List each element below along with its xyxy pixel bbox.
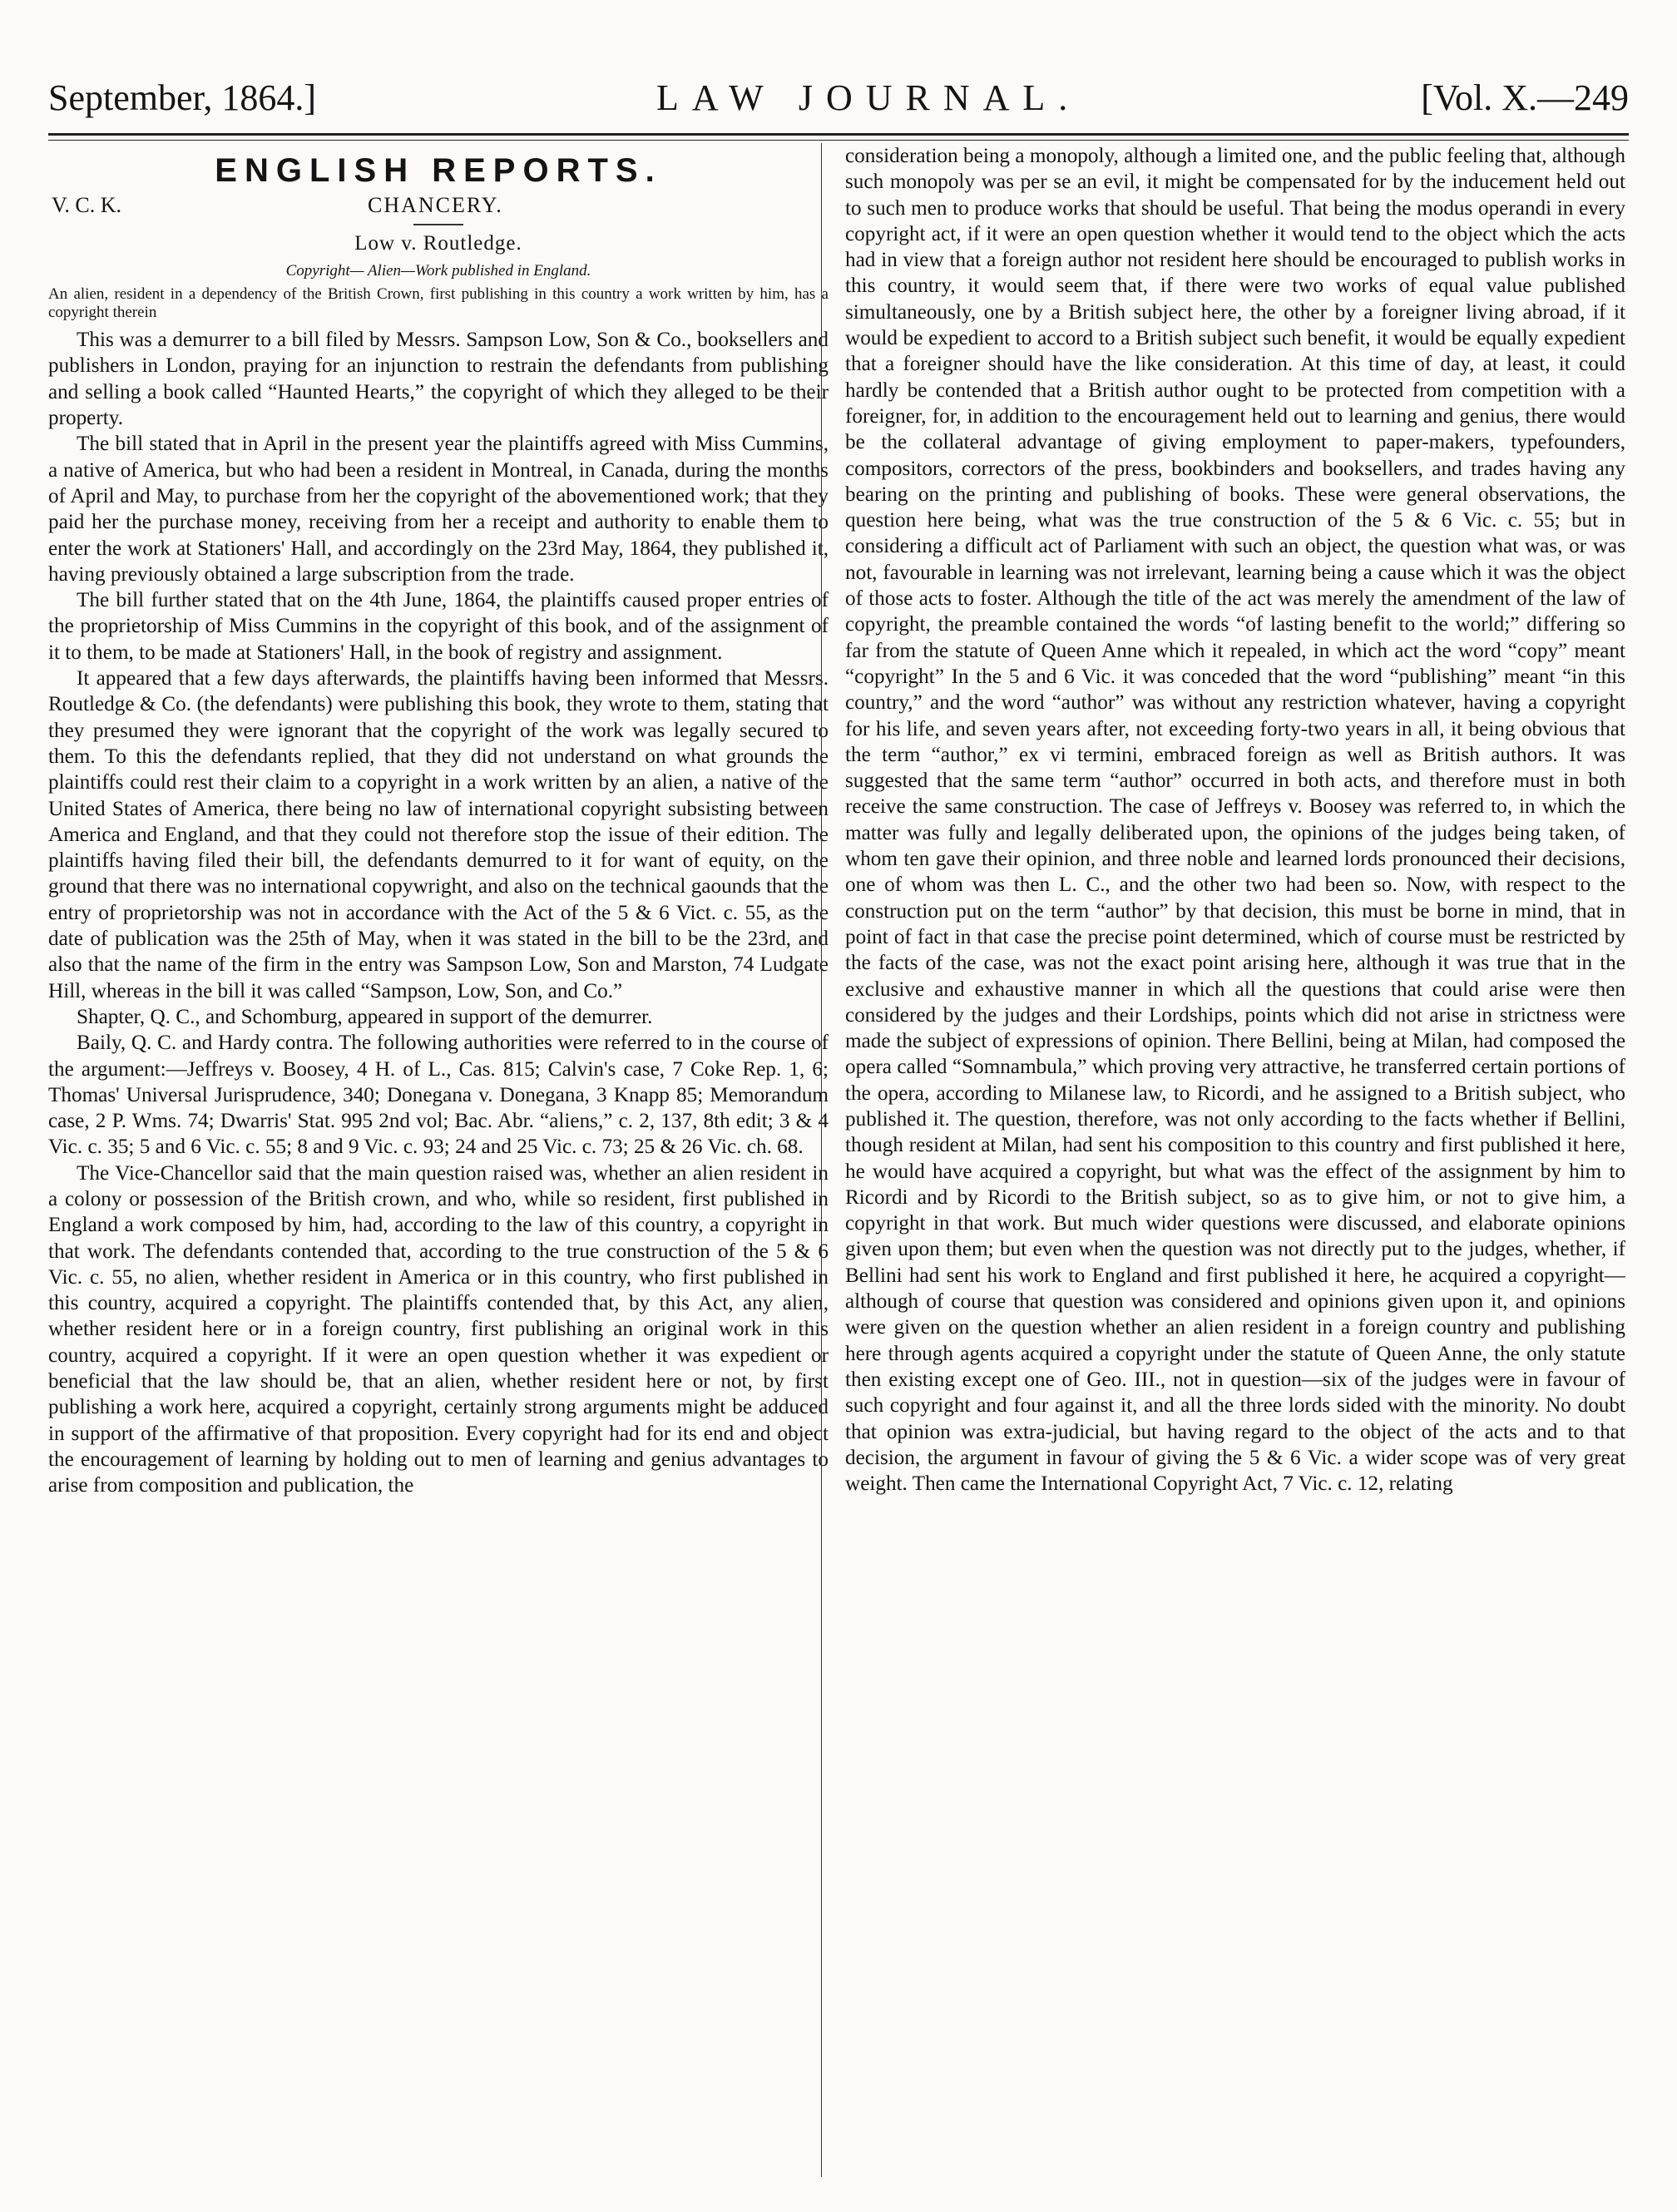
paragraph: This was a demurrer to a bill filed by Messrs. Sampson Low, Son & Co., booksellers and publishers in London, praying for an injunction to restrain the defendants from publishing and selling a book called “Haunted Hearts,” the copyright of which they alleged to be their property. [48, 329, 829, 430]
paragraph: Baily, Q. C. and Hardy contra. The following authorities were referred to in the course of the argument:—Jeffreys v. Boosey, 4 H. of L., Cas. 815; Calvin's case, 7 Coke Rep. 1, 6; Thomas' Universal Jurisprudence, 340; Donegana v. Donegana, 3 Knapp 85; Memorandum case, 2 P. Wms. 74; Dwarris' Stat. 995 2nd vol; Bac. Abr. “aliens,” c. 2, 137, 8th edit; 3 & 4 Vic. c. 35; 5 and 6 Vic. c. 55; 8 and 9 Vic. c. 93; 24 and 25 Vic. c. 73; 25 & 26 Vic. ch. 68. [48, 1032, 829, 1159]
section-title: ENGLISH REPORTS. [215, 152, 662, 189]
paragraph: consideration being a monopoly, although a limited one, and the public feeling that, although such monopoly was per se an evil, it might be compensated for by the inducement held out to such men to produce works that should be useful. That being the modus operandi in every copyright act, if it were an open question whether it would tend to the object which the acts had in view that a foreign author not resident here should be encouraged to publish works in this country, it would seem that, if there were two works of equal value published simultaneously, one by a British subject here, the other by a foreigner living abroad, if it would be expedient to accord to a British subject such benefit, it would be equally expedient that a foreigner should have the like consideration. At this time of day, at least, it could hardly be contended that a British author ought to be protected from competition with a foreigner, for, in addition to the encouragement held out to learning and genius, there would be the collateral advantage of giving employment to paper-makers, typefounders, compositors, correctors of the press, bookbinders and booksellers, and trades having any bearing on the printing and publishing of books. These were general observations, the question here being, what was the true construction of the 5 & 6 Vic. c. 55; but in considering a difficult act of Parliament with such an object, the question what was, or was not, favourable in learning was not irrelevant, learning being a cause which it was the object of those acts to foster. Although the title of the act was merely the amendment of the law of copyright, the preamble contained the words “of lasting benefit to the world;” differing so far from the statute of Queen Anne which it repealed, in which act the word “copy” meant “copyright” In the 5 and 6 Vic. it was conceded that the word “publishing” meant “in this country,” and the word “author” was without any restriction whatever, having a copyright for his life, and seven years after, not exceeding forty-two years in all, it being obvious that the term “author,” ex vi termini, embraced foreign as well as British authors. It was suggested that the same term “author” occurred in both acts, and therefore must in both receive the same construction. The case of Jeffreys v. Boosey was referred to, in which the matter was fully and legally deliberated upon, the opinions of the judges being taken, of whom ten gave their opinion, and three noble and learned lords pronounced their decisions, one of whom was then L. C., and the other two had been so. Now, with respect to the construction put on the term “author” by that decision, this must be borne in mind, that in point of fact in that case the precise point determined, which of course must be restricted by the facts of the case, was not the exact point arising here, although it was true that in the exclusive and exhaustive manner in which all the questions that could arise were then considered by the judges and their Lordships, points which did not arise in strictness were made the subject of expressions of opinion. There Bellini, being at Milan, had composed the opera called “Somnambula,” which proving very attractive, he transferred certain portions of the opera, according to Milanese law, to Ricordi, and he assigned to a British subject, who published it. The question, therefore, was not only according to the facts whether if Bellini, though resident at Milan, had sent his composition to this country and first published it here, he would have acquired a copyright, but what was the effect of the assignment by him to Ricordi and by Ricordi to the British subject, so as to give him, or not to give him, a copyright in that work. But much wider questions were discussed, and elaborate opinions given upon them; but even when the question was not directly put to the judges, whether, if Bellini had sent his work to England and first published it here, he acquired a copyright—although of course that question was considered and opinions given upon it, and opinions were given on the question whether an alien resident in a foreign country and publishing here through agents acquired a copyright under the statute of Queen Anne, the only statute then existing except one of Geo. III., not in question—six of the judges were in favour of such copyright and four against it, and all the three lords sided with the minority. No doubt that opinion was extra-judicial, but having regard to the object of the acts and to that decision, the argument in favour of giving the 5 & 6 Vic. a wider scope was of very great weight. Then came the International Copyright Act, 7 Vic. c. 12, relating [845, 145, 1625, 1496]
right-column [845, 143, 1625, 2177]
header-masthead: LAW JOURNAL. [655, 77, 1081, 118]
court-line [48, 192, 829, 218]
case-title: Low v. Routledge. [354, 231, 522, 255]
header-volume-page: [Vol. X.—249 [1421, 77, 1629, 118]
paragraph: The bill further stated that on the 4th June, 1864, the plaintiffs caused proper entries of the proprietorship of Miss Cummins in the copyright of this book, and of the assignment of it to them, to be made at Stationers' Hall, in the book of registry and assignment. [48, 589, 829, 664]
court-division: CHANCERY. [368, 193, 503, 218]
catchwords: Copyright— Alien—Work published in England. [285, 261, 591, 280]
paragraph: It appeared that a few days afterwards, the plaintiffs having been informed that Messrs. Routledge & Co. (the defendants) were publishing this book, they wrote to them, stating that they presumed they were ignorant that the copyright of the work was legally secured to them. To this the defendants replied, that they did not understand on what grounds the plaintiffs could rest their claim to a copyright in a work written by an alien, a native of the United States of America, there being no law of international copyright subsisting between America and England, and that they could not therefore stop the issue of their edition. The plaintiffs having filed their bill, the defendants demurred to it for want of equity, on the ground that there was no international copywright, and also on the technical gaounds that the entry of proprietorship was not in accordance with the Act of the 5 & 6 Vict. c. 55, as the date of publication was the 25th of May, when it was stated in the bill to be the 23rd, and also that the name of the firm in the entry was Sampson Low, Son and Marston, 74 Ludgate Hill, whereas in the bill it was called “Sampson, Low, Son, and Co.” [48, 667, 829, 1002]
paragraph: Shapter, Q. C., and Schomburg, appeared in support of the demurrer. [77, 1005, 653, 1028]
header-rule-thick [48, 133, 1629, 136]
header-rule-thin [48, 140, 1629, 141]
paragraph: The Vice-Chancellor said that the main question raised was, whether an alien resident in a colony or possession of the British crown, and who, while so resident, first published in England a work composed by him, had, according to the law of this country, a copyright in that work. The defendants contended that, according to the true construction of the 5 & 6 Vic. c. 55, no alien, whether resident in America or in this country, who first published in this country, acquired a copyright. The plaintiffs contended that, by this Act, any alien, whether resident here or in a foreign country, first publishing an original work in this country, acquired a copyright. If it were an open question whether it was expedient or beneficial that the law should be, that an alien, whether resident here or not, by first publishing a work here, acquired a copyright, certainly strong arguments might be adduced in support of the affirmative of that proposition. Every copyright had for its end and object the encouragement of learning by holding out to men of learning and genius advantages to arise from composition and publication, the [48, 1161, 829, 1497]
left-column [48, 143, 829, 2177]
title-rule [413, 224, 463, 225]
column-divider [821, 143, 822, 2177]
header-date: September, 1864.] [48, 77, 317, 118]
paragraph: The bill stated that in April in the present year the plaintiffs agreed with Miss Cummins, a native of America, but who had been a resident in Montreal, in Canada, during the months of April and May, to purchase from her the copyright of the abovementioned work; that they paid her the purchase money, receiving from her a receipt and authority to enable them to enter the work at Stationers' Hall, and accordingly on the 23rd May, 1864, they published it, having previously obtained a large subscription from the trade. [48, 433, 829, 586]
headnote: An alien, resident in a dependency of the British Crown, first publishing in this country a work written by him, has a copyright therein [48, 285, 829, 322]
court-abbreviation: V. C. K. [52, 193, 122, 218]
page-header [48, 77, 1629, 126]
